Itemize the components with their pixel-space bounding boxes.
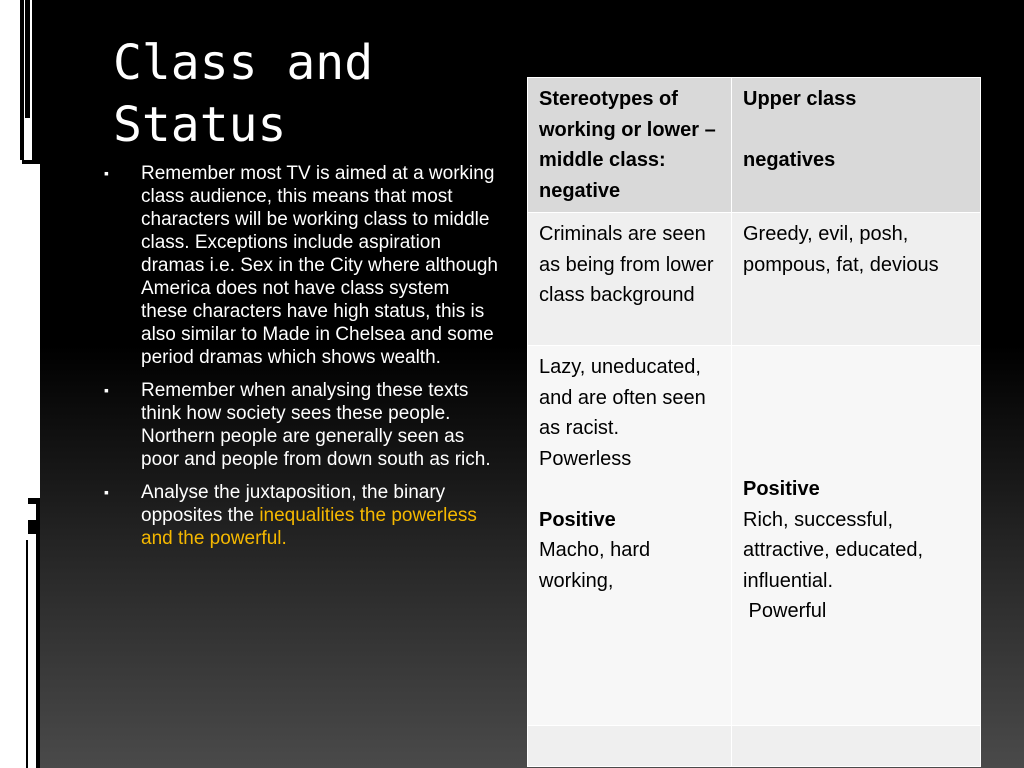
positive-label: Positive [743,478,820,500]
table-row [528,346,981,726]
cell-text: Macho, hard working, [539,539,651,592]
cell-text: Powerful [743,600,827,622]
deco-bar [25,0,30,118]
deco-bar [26,540,28,768]
table-cell [528,346,732,726]
table-row [528,213,981,346]
bullet-item [100,162,500,369]
bullet-text: Remember most TV is aimed at a working class audience, this means that most characters will be working class to middle class. Exceptions include aspiration dramas i.e. Sex in the City where although America does not have class system these characters have high status, this is also similar to Made in Chelsea and some period dramas which shows wealth. [141,163,498,368]
table-row [528,726,981,767]
highlighted-text: inequalities the powerless and the powerful. [141,505,477,549]
header-text: negatives [743,149,836,171]
header-cell-upper-class [732,78,981,213]
deco-bar [20,0,24,160]
class-stereotypes-table [527,77,981,767]
table-cell-empty [732,726,981,767]
bullet-item [100,379,500,471]
cell-text: Criminals are seen as being from lower class background [539,223,714,306]
deco-bar [22,160,40,164]
table-cell-empty [528,726,732,767]
cell-text: Rich, successful, attractive, educated, influential. [743,508,924,592]
title-line: Status [113,97,287,153]
header-cell-working-class [528,78,732,213]
header-text: Upper class [743,88,857,110]
bullet-item [100,481,500,550]
table-cell [732,346,981,726]
deco-bar [32,0,40,160]
cell-text: Greedy, evil, posh, pompous, fat, devious [743,223,939,276]
header-text: Stereotypes of working or lower – middle class: negative [539,88,716,202]
table-cell [732,213,981,346]
title-line: Class and [113,35,374,91]
bullet-text: Remember when analysing these texts think how society sees these people. Northern people are generally seen as poor and people from down south as rich. [141,380,491,470]
deco-bar [36,500,40,768]
positive-label: Positive [539,508,616,531]
bullet-text: Analyse the juxtaposition, the binary opposites the [141,482,446,526]
bullet-list [100,162,500,560]
table-header-row [528,78,981,213]
cell-text: Powerless [539,447,632,470]
slide-title [113,32,493,156]
table-cell [528,213,732,346]
cell-text: Lazy, uneducated, and are often seen as racist. [539,356,706,439]
